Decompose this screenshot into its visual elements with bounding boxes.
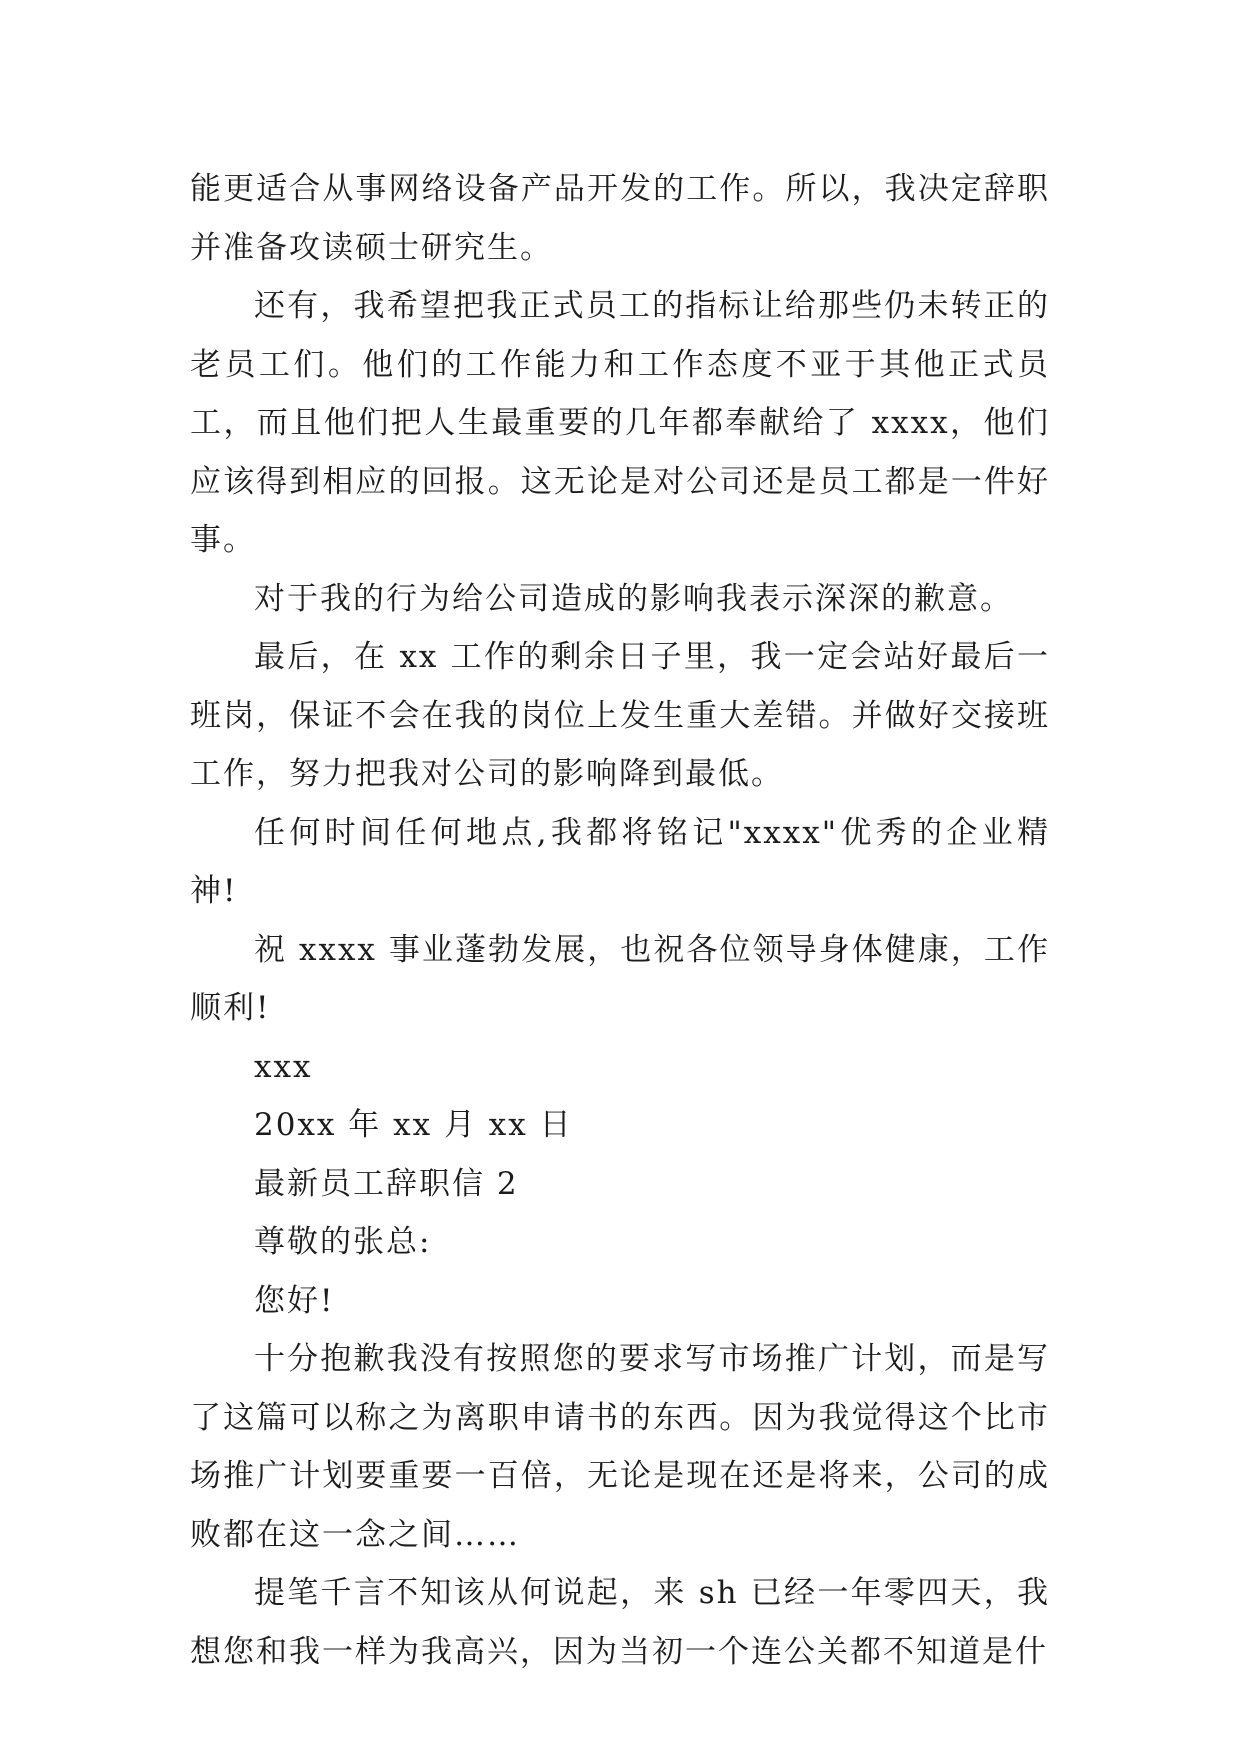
letter-salutation: 尊敬的张总: xyxy=(254,1224,432,1260)
paragraph-blessing: 祝 xxxx 事业蓬勃发展，也祝各位领导身体健康，工作顺利! xyxy=(190,931,1050,1026)
paragraph-reflection: 提笔千言不知该从何说起，来 sh 已经一年零四天，我想您和我一样为我高兴，因为当初一个连公关都不知道是什 xyxy=(190,1575,1050,1670)
signature-name: xxx xyxy=(254,1048,313,1085)
document-body xyxy=(190,160,1050,1681)
letter-greeting: 您好! xyxy=(254,1282,335,1319)
paragraph-remember-spirit: 任何时间任何地点,我都将铭记"xxxx"优秀的企业精神! xyxy=(190,814,1050,909)
paragraph-career-direction: 能更适合从事网络设备产品开发的工作。所以，我决定辞职并准备攻读硕士研究生。 xyxy=(190,171,1050,266)
paragraph-apology: 对于我的行为给公司造成的影响我表示深深的歉意。 xyxy=(254,580,1013,617)
paragraph-give-position: 还有，我希望把我正式员工的指标让给那些仍未转正的老员工们。他们的工作能力和工作态度不亚于其他正式员工，而且他们把人生最重要的几年都奉献给了 xxxx，他们应该得到相应的回报。这无论是对公司还是员工都是一件好事。 xyxy=(190,288,1050,558)
letter-title: 最新员工辞职信 2 xyxy=(254,1165,519,1202)
signature-date: 20xx 年 xx 月 xx 日 xyxy=(254,1107,573,1143)
paragraph-reason-intro: 十分抱歉我没有按照您的要求写市场推广计划，而是写了这篇可以称之为离职申请书的东西。因为我觉得这个比市场推广计划要重要一百倍，无论是现在还是将来，公司的成败都在这一念之间…… xyxy=(190,1341,1050,1553)
paragraph-handover: 最后，在 xx 工作的剩余日子里，我一定会站好最后一班岗，保证不会在我的岗位上发生重大差错。并做好交接班工作，努力把我对公司的影响降到最低。 xyxy=(190,639,1050,792)
